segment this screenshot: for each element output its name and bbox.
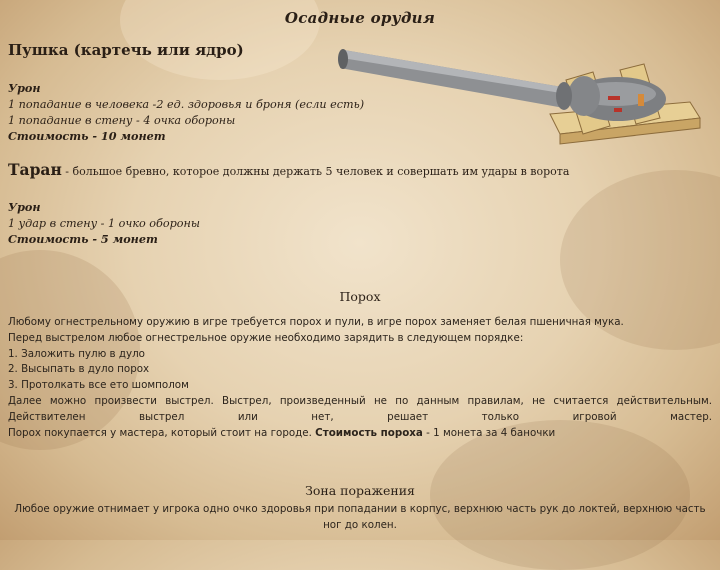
powder-price-value: - 1 монета за 4 баночки: [422, 426, 556, 439]
powder-price: [8, 426, 712, 442]
cannon-damage-label: Урон: [8, 81, 41, 95]
ram-heading: [8, 160, 569, 179]
powder-price-label: Стоимость пороха: [315, 426, 423, 439]
cannon-title: Пушка (картечь или ядро): [8, 41, 244, 59]
cost-label: Стоимость -: [8, 129, 101, 143]
powder-step: 1. Заложить пулю в дуло: [8, 347, 145, 360]
zone-title: Зона поражения: [305, 483, 415, 498]
powder-price-text: Порох покупается у мастера, который стоит на городе.: [8, 426, 316, 439]
powder-step: 3. Протолкать все ето шомполом: [8, 379, 189, 392]
powder-paragraph: Далее можно произвести выстрел. Выстрел, произведенный не по данным правилам, не считается действительным. Действителен выстрел или нет, решает только игровой мастер.: [8, 394, 712, 423]
cannon-illustration: [338, 44, 710, 154]
powder-title: Порох: [339, 289, 381, 304]
cost-label: Стоимость -: [8, 232, 101, 246]
zone-text: Любое оружие отнимает у игрока одно очко здоровья при попадании в корпус, верхнюю часть рук до локтей, верхнюю часть ног до колен.: [14, 503, 706, 531]
cannon-damage-line: 1 попадание в стену - 4 очка обороны: [8, 114, 236, 127]
powder-paragraph: Любому огнестрельному оружию в игре требуется порох и пули, в игре порох заменяет белая пшеничная мука.: [8, 316, 624, 328]
powder-paragraph: Перед выстрелом любое огнестрельное оружие необходимо зарядить в следующем порядке:: [8, 331, 524, 344]
ram-damage-line: 1 удар в стену - 1 очко обороны: [8, 217, 200, 230]
cannon-damage-line: 1 попадание в человека -2 ед. здоровья и броня (если есть): [8, 98, 365, 111]
ram-description: - большое бревно, которое должны держать 5 человек и совершать им удары в ворота: [61, 165, 570, 178]
cannon-cost: [8, 129, 166, 145]
powder-step: 2. Высыпать в дуло порох: [8, 363, 150, 376]
powder-text: [8, 315, 712, 441]
ram-damage-label: Урон: [8, 200, 41, 214]
cost-value: 10 монет: [100, 129, 166, 143]
cost-value: 5 монет: [100, 232, 158, 246]
page-title: Осадные орудия: [284, 9, 436, 27]
ram-cost: [8, 232, 158, 248]
ram-title: Таран: [8, 160, 62, 179]
